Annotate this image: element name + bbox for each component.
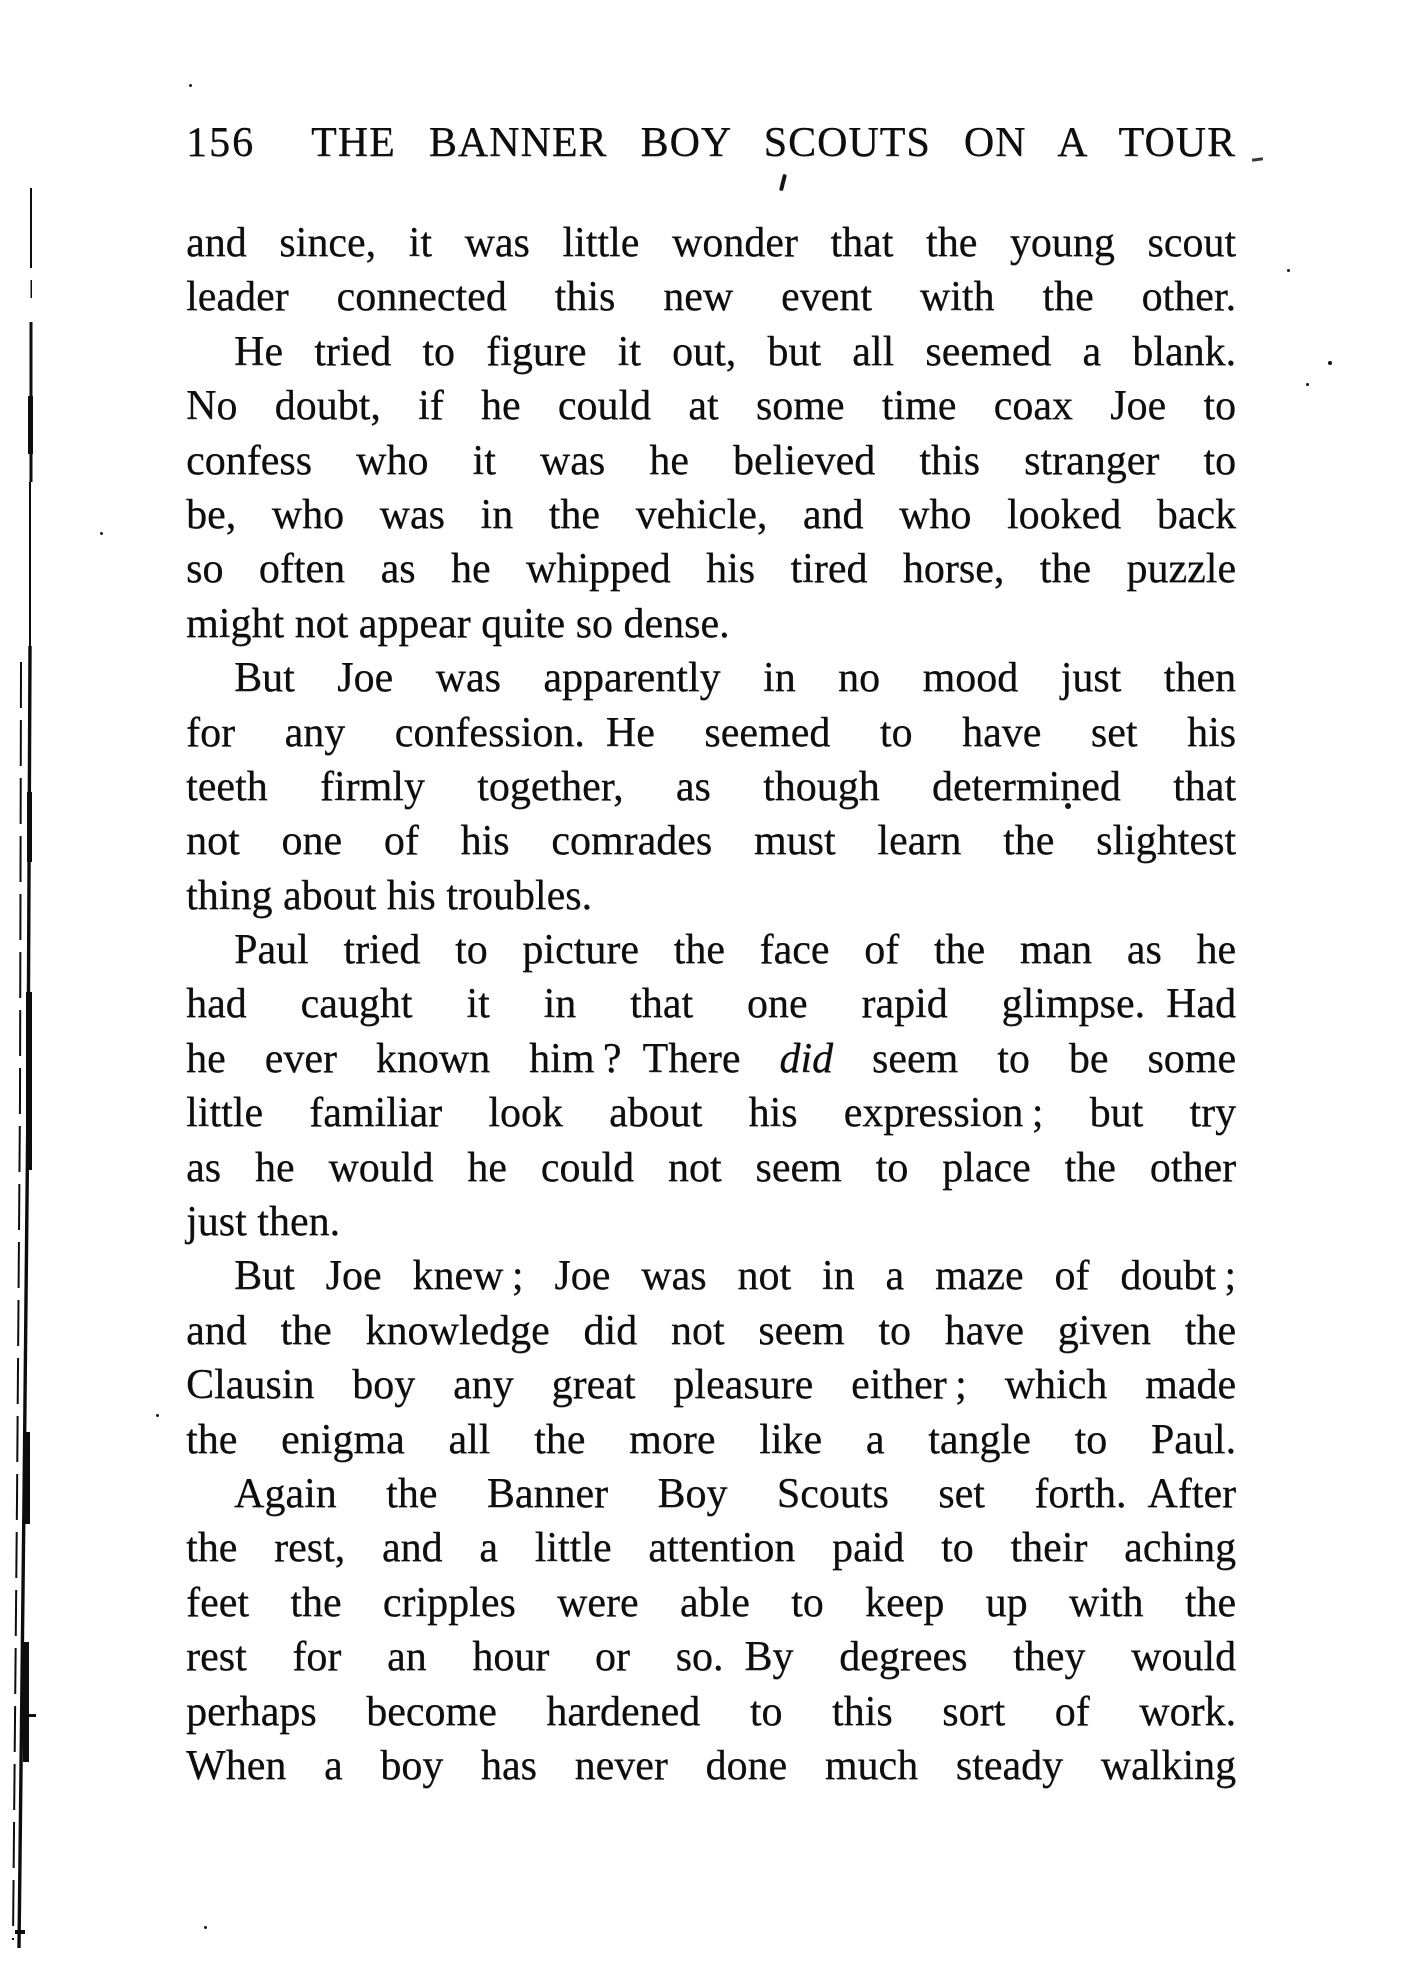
text-line <box>186 1739 1236 1793</box>
text-run: had caught it in that one rapid glimpse. Had <box>186 981 1236 1028</box>
text-run: perhaps become hardened to this sort of work. <box>186 1688 1236 1735</box>
text-run: as he would he could not seem to place the other <box>186 1144 1236 1191</box>
text-run: teeth firmly together, as though determined that <box>186 763 1236 810</box>
running-title: THE BANNER BOY SCOUTS ON A TOUR <box>311 120 1236 166</box>
text-run: confess who it was he believed this stranger to <box>186 437 1236 484</box>
text-run: he ever known him ? There <box>186 1035 780 1082</box>
text-run: be, who was in the vehicle, and who looked back <box>186 491 1236 538</box>
text-run: Paul tried to picture the face of the man as he <box>234 927 1236 974</box>
text-line <box>186 814 1236 868</box>
text-run: No doubt, if he could at some time coax Joe to <box>186 383 1236 430</box>
scan-speck <box>204 1926 207 1929</box>
text-line <box>186 1249 1236 1303</box>
scan-speck <box>156 1414 159 1417</box>
text-line <box>186 325 1236 379</box>
scan-speck-dash <box>1252 157 1263 162</box>
text-line <box>186 1467 1236 1521</box>
text-line <box>186 379 1236 433</box>
text-line <box>186 216 1236 270</box>
text-run: and the knowledge did not seem to have given the <box>186 1307 1236 1354</box>
text-run: not one of his comrades must learn the slightest <box>186 818 1236 865</box>
text-run: little familiar look about his expression ; but try <box>186 1090 1236 1137</box>
text-line <box>186 270 1236 324</box>
text-run: feet the cripples were able to keep up with the <box>186 1579 1236 1626</box>
text-run: When a boy has never done much steady walking <box>186 1742 1236 1789</box>
text-run: the rest, and a little attention paid to their aching <box>186 1525 1236 1572</box>
text-line <box>186 760 1236 814</box>
text-run: But Joe knew ; Joe was not in a maze of doubt ; <box>234 1253 1236 1300</box>
text-line <box>186 923 1236 977</box>
scan-speck <box>189 84 192 87</box>
text-line <box>186 869 1236 923</box>
text-line <box>186 597 1236 651</box>
text-line <box>186 488 1236 542</box>
page-number: 156 <box>186 120 255 166</box>
text-line <box>186 706 1236 760</box>
scan-speck <box>1287 269 1290 272</box>
text-line <box>186 1195 1236 1249</box>
text-line <box>186 1304 1236 1358</box>
page-header <box>186 120 1236 166</box>
text-run: thing about his troubles. <box>186 872 592 919</box>
text-line <box>186 1630 1236 1684</box>
scan-speck <box>1306 383 1309 386</box>
scan-gutter-line-artifact <box>0 0 70 1975</box>
text-line <box>186 1413 1236 1467</box>
text-line <box>186 1032 1236 1086</box>
text-line <box>186 1141 1236 1195</box>
text-line <box>186 542 1236 596</box>
text-run: so often as he whipped his tired horse, the puzzle <box>186 546 1236 593</box>
text-line <box>186 1576 1236 1630</box>
text-run: But Joe was apparently in no mood just then <box>234 655 1236 702</box>
text-run: for any confession. He seemed to have set his <box>186 709 1236 756</box>
text-run: seem to be some <box>832 1035 1236 1082</box>
scan-speck <box>1328 361 1332 365</box>
text-run: the enigma all the more like a tangle to Paul. <box>186 1416 1236 1463</box>
text-run: He tried to figure it out, but all seemed a blank. <box>234 328 1236 375</box>
text-line <box>186 1685 1236 1739</box>
scan-speck-apostrophe <box>779 174 787 191</box>
text-line <box>186 434 1236 488</box>
text-run: just then. <box>186 1199 340 1246</box>
text-line <box>186 977 1236 1031</box>
emphasized-word: did <box>779 1035 833 1082</box>
text-run: leader connected this new event with the other. <box>186 274 1236 321</box>
page-text <box>186 216 1236 1793</box>
text-run: and since, it was little wonder that the young scout <box>186 220 1236 266</box>
text-line <box>186 651 1236 705</box>
text-run: Again the Banner Boy Scouts set forth. After <box>234 1470 1236 1517</box>
scan-speck <box>100 532 103 535</box>
text-line <box>186 1358 1236 1412</box>
text-run: Clausin boy any great pleasure either ; which made <box>186 1362 1236 1409</box>
text-run: rest for an hour or so. By degrees they would <box>186 1634 1236 1681</box>
text-line <box>186 1521 1236 1575</box>
text-line <box>186 1086 1236 1140</box>
text-run: might not appear quite so dense. <box>186 600 730 647</box>
